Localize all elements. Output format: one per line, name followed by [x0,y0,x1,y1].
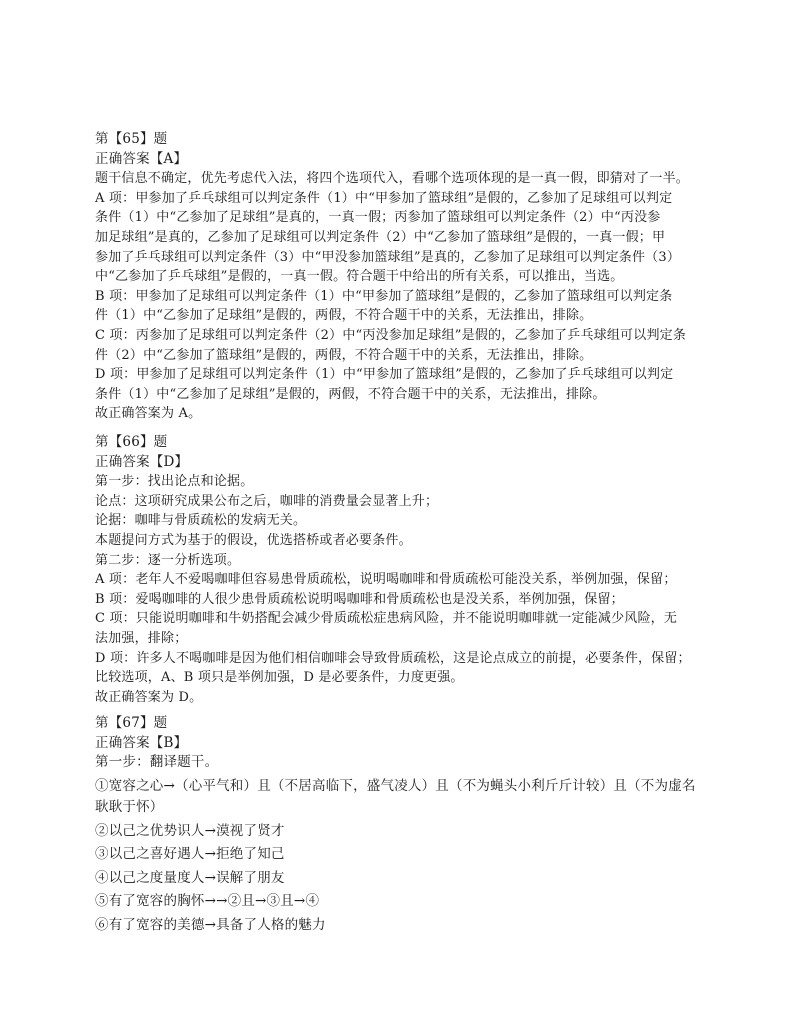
explanation-line: 比较选项，A、B 项只是举例加强，D 是必要条件，力度更强。 [95,670,464,686]
explanation-line: 法加强，排除； [95,630,188,646]
explanation-line: B 项：甲参加了足球组可以判定条件（1）中“甲参加了篮球组”是假的，乙参加了篮球组可以判定条 [95,288,673,304]
translation-line: ⑤有了宽容的胸怀→→②且→③且→④ [95,893,320,910]
explanation-line: 题干信息不确定，优先考虑代入法，将四个选项代入，看哪个选项体现的是一真一假，即猜对了一半。 [95,171,690,187]
translation-line: ③以己之喜好遇人→拒绝了知己 [95,846,285,863]
correct-answer: 正确答案【B】 [95,734,188,751]
explanation-line: 本题提问方式为基于的假设，优选搭桥或者必要条件。 [95,532,412,548]
explanation-line: D 项：甲参加了足球组可以判定条件（1）中“甲参加了篮球组”是假的，乙参加了乒乓球组可以判定 [95,367,674,383]
question-66-section [95,433,710,707]
explanation-line: B 项：爱喝咖啡的人很少患骨质疏松说明喝咖啡和骨质疏松也是没关系，举例加强，保留； [95,591,624,607]
translation-line: ④以己之度量度人→误解了朋友 [95,869,285,886]
question-67-section [95,714,710,936]
question-title: 第【67】题 [95,715,168,731]
explanation-line: 件（2）中“乙参加了篮球组”是假的，两假，不符合题干中的关系，无法推出，排除。 [95,347,593,363]
question-title: 第【65】题 [95,131,168,147]
translation-line: ⑥有了宽容的美德→具备了人格的魅力 [95,916,326,933]
explanation-line: C 项：丙参加了足球组可以判定条件（2）中“丙没参加足球组”是假的，乙参加了乒乓球组可以判定条 [95,327,687,343]
explanation-line: 论据：咖啡与骨质疏松的发病无关。 [95,513,307,529]
explanation-line: 故正确答案为 A。 [95,406,202,422]
explanation-line: 中“乙参加了乒乓球组”是假的，一真一假。符合题干中给出的所有关系，可以推出，当选。 [95,269,624,285]
correct-answer: 正确答案【D】 [95,453,189,470]
translation-line: 耿耿于怀） [95,799,164,816]
explanation-line: 条件（1）中“乙参加了足球组”是假的，两假，不符合题干中的关系，无法推出，排除。 [95,386,606,402]
explanation-line: C 项：只能说明咖啡和牛奶搭配会减少骨质疏松症患病风险，并不能说明咖啡就一定能减少风险，无 [95,611,678,627]
correct-answer: 正确答案【A】 [95,150,188,167]
explanation-line: A 项：老年人不爱喝咖啡但容易患骨质疏松，说明喝咖啡和骨质疏松可能没关系，举例加强，保留； [95,572,677,588]
translation-line: ①宽容之心→（心平气和）且（不居高临下，盛气凌人）且（不为蝇头小利斤斤计较）且（不为虚名 [95,777,696,794]
explanation-line: D 项：许多人不喝咖啡是因为他们相信咖啡会导致骨质疏松，这是论点成立的前提，必要条件，保留； [95,650,691,666]
translation-line: ②以己之优势识人→漠视了贤才 [95,822,285,839]
explanation-line: 第一步：找出论点和论据。 [95,474,254,490]
explanation-line: 第一步：翻译题干。 [95,754,219,771]
explanation-line: 论点：这项研究成果公布之后，咖啡的消费量会显著上升； [95,493,439,509]
explanation-line: 参加了乒乓球组可以判定条件（3）中“甲没参加篮球组”是真的，乙参加了足球组可以判定条件（3） [95,249,681,265]
explanation-line: 条件（1）中“乙参加了足球组”是真的，一真一假；丙参加了篮球组可以判定条件（2）中“丙没参 [95,210,661,226]
question-title: 第【66】题 [95,434,168,450]
question-65-section [95,130,710,424]
explanation-line: 第二步：逐一分析选项。 [95,552,241,568]
explanation-line: 件（1）中“乙参加了足球组”是假的，两假，不符合题干中的关系，无法推出，排除。 [95,308,593,324]
explanation-line: A 项：甲参加了乒乓球组可以判定条件（1）中“甲参加了篮球组”是假的，乙参加了足球组可以判定 [95,190,673,206]
explanation-line: 加足球组”是真的，乙参加了足球组可以判定条件（2）中“乙参加了篮球组”是假的，一真一假；甲 [95,229,666,245]
explanation-line: 故正确答案为 D。 [95,689,203,705]
